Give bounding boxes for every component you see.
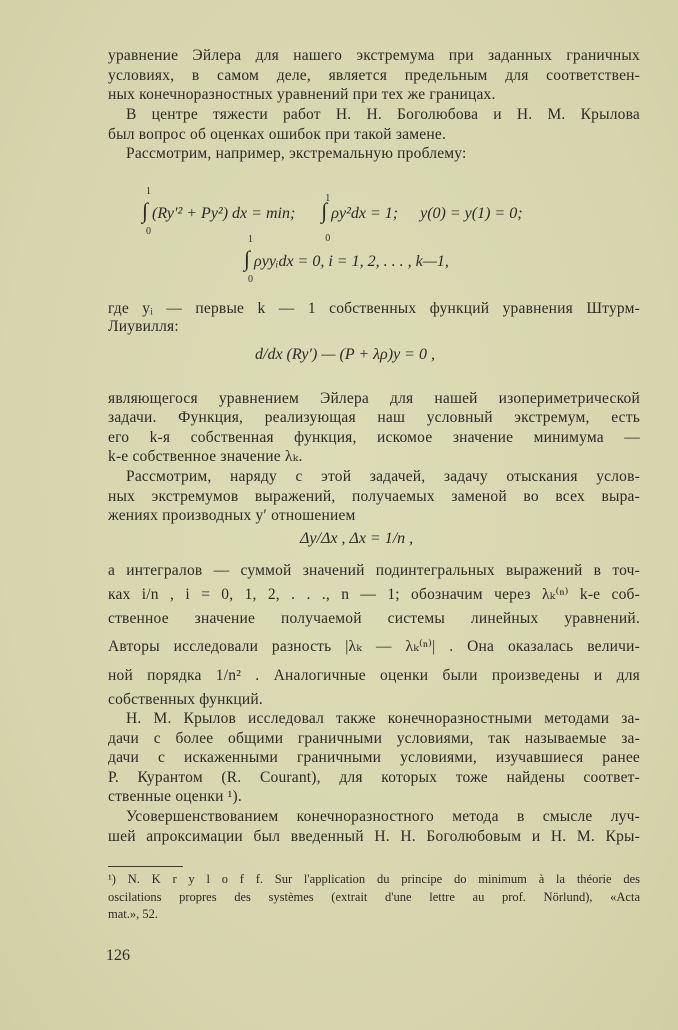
text-line: ных конечноразностных уравнений при тех же границах. (108, 86, 496, 103)
integral-sign: ∫ (321, 198, 328, 223)
text-line: Лиувилля: (108, 318, 179, 335)
lower-limit: 0 (248, 274, 253, 285)
footnote-line: ¹) N. K r y l o f f. Sur l'application du principe do minimum à la théorie des (108, 872, 640, 886)
functional-expr: (Ry′² + Py²) dx = min; (152, 205, 296, 222)
orthogonality-expr: ρyyᵢdx = 0, i = 1, 2, . . . , k—1, (254, 253, 449, 270)
boundary-expr: y(0) = y(1) = 0; (420, 205, 523, 222)
text-line: Рассмотрим, например, экстремальную проблему: (126, 145, 467, 162)
text-line: Рассмотрим, наряду с этой задачей, задачу отыскания услов- (126, 468, 640, 485)
normalization-expr: ρy²dx = 1; (331, 205, 399, 222)
footnote-line: mat.», 52. (108, 907, 158, 921)
lower-limit: 0 (146, 226, 151, 237)
footnote-line: oscilations propres des systèmes (extrait d'une lettre au prof. Nörlund), «Acta (108, 890, 640, 904)
formula-orthogonality (244, 234, 449, 285)
text-line: Н. М. Крылов исследовал также конечноразностными методами за- (126, 710, 640, 727)
integral-sign: ∫ (142, 198, 149, 223)
text-line: Р. Курантом (R. Courant), для которых тоже найдены соответ- (108, 769, 640, 786)
text-line: ных экстремумов выражений, получаемых заменой во всех выра- (108, 488, 640, 505)
text-line: В центре тяжести работ Н. Н. Боголюбова и Н. М. Крылова (126, 106, 640, 123)
text-line: ственные оценки ¹). (108, 788, 242, 805)
text-line: его k-я собственная функция, искомое значение минимума — (108, 429, 640, 446)
integral-sign: ∫ (244, 246, 251, 271)
text-line: условиях, в самом деле, является предельным для соответствен- (108, 67, 640, 84)
formula-sturm-liouville: d/dx (Ry′) — (P + λρ)y = 0 , (255, 346, 435, 363)
upper-limit: 1 (146, 186, 151, 197)
text-line: уравнение Эйлера для нашего экстремума при заданных граничных (108, 47, 640, 64)
text-line: дачи с более общими граничными условиями, так называемые за- (108, 730, 640, 747)
formula-functional (142, 186, 523, 244)
lower-limit: 0 (325, 233, 331, 244)
text-line: ках i/n , i = 0, 1, 2, . . ., n — 1; обозначим через λₖ⁽ⁿ⁾ k-е соб- (108, 586, 640, 603)
upper-limit: 1 (325, 193, 331, 204)
page-number: 126 (106, 947, 130, 964)
footnote-divider (108, 866, 183, 867)
text-line: k-е собственное значение λₖ. (108, 448, 303, 465)
text-line: Усовершенствованием конечноразностного метода в смысле луч- (126, 808, 640, 825)
text-line: Авторы исследовали разность |λₖ — λₖ⁽ⁿ⁾| . Она оказалась величи- (108, 638, 640, 655)
text-line: ственное значение получаемой системы линейных уравнений. (108, 610, 640, 627)
text-line: являющегося уравнением Эйлера для нашей изопериметрической (108, 390, 640, 407)
upper-limit: 1 (248, 234, 253, 245)
text-line: жениях производных y′ отношением (108, 507, 356, 524)
text-line: ной порядка 1/n² . Аналогичные оценки были произведены и для (108, 667, 640, 684)
formula-difference-quotient: Δy/Δx , Δx = 1/n , (300, 530, 414, 547)
text-line: дачи с искаженными граничными условиями, изучавшиеся ранее (108, 749, 640, 766)
text-line: был вопрос об оценках ошибок при такой замене. (108, 126, 447, 143)
text-line: собственных функций. (108, 691, 263, 708)
text-line: а интегралов — суммой значений подинтегральных выражений в точ- (108, 562, 640, 579)
text-line: где yᵢ — первые k — 1 собственных функций уравнения Штурм- (108, 300, 640, 317)
text-line: задачи. Функция, реализующая наш условный экстремум, есть (108, 409, 640, 426)
text-line: шей апроксимации был введенный Н. Н. Боголюбовым и Н. М. Кры- (108, 828, 640, 845)
